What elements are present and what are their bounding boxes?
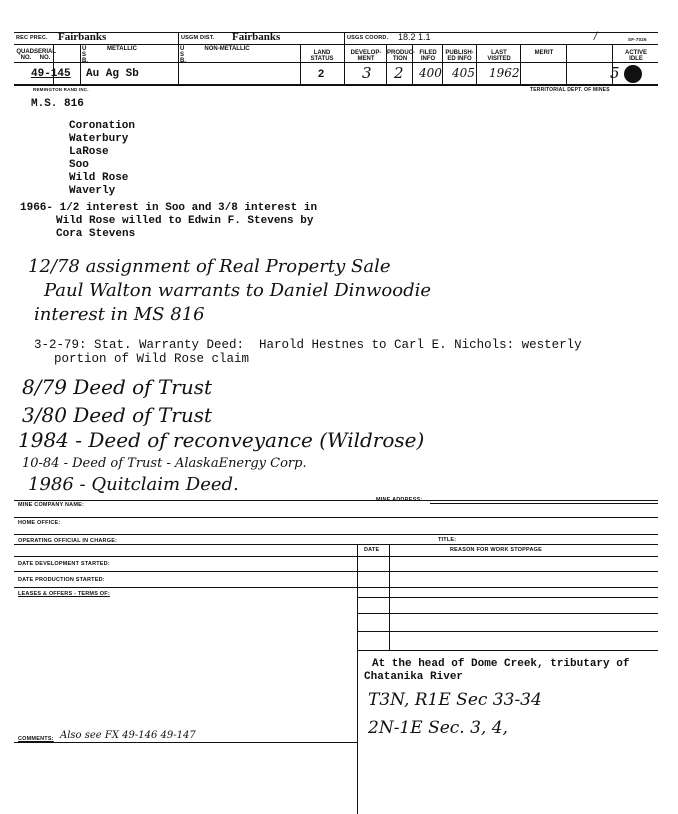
header-mark: / xyxy=(594,31,598,42)
handwritten-1979-deed: 8/79 Deed of Trust xyxy=(22,375,213,399)
serial-label: SERIAL NO. xyxy=(34,49,57,61)
published-info-value: 405 xyxy=(452,66,475,80)
active-idle-dot xyxy=(624,65,642,83)
us-label-2: U S B. xyxy=(180,46,186,64)
claim-name: Wild Rose xyxy=(69,172,129,184)
usgs-coord-value: 18.2 1.1 xyxy=(398,32,431,42)
handwritten-1984-deed: 1984 - Deed of reconveyance (Wildrose) xyxy=(18,428,425,452)
form-number: SF-7026 xyxy=(628,37,647,42)
mine-company-name-label: MINE COMPANY NAME: xyxy=(18,502,85,508)
date-development-label: DATE DEVELOPMENT STARTED: xyxy=(18,561,110,567)
title-label: TITLE: xyxy=(438,537,457,543)
township-range-2: 2N-1E Sec. 3, 4, xyxy=(368,718,508,738)
date-production-label: DATE PRODUCTION STARTED: xyxy=(18,577,105,583)
land-status-label: LAND STATUS xyxy=(310,50,334,62)
claim-name: LaRose xyxy=(69,146,109,158)
last-visited-value: 1962 xyxy=(489,66,520,80)
usgs-coord-label: USGS COORD. xyxy=(347,35,389,41)
mineral-survey-number: M.S. 816 xyxy=(31,98,84,110)
quad-label: QUAD. NO. xyxy=(16,49,36,61)
last-visited-label: LAST VISITED xyxy=(487,50,511,62)
printer-label: REMINGTON RAND INC. xyxy=(33,87,89,92)
metallic-value: Au Ag Sb xyxy=(86,68,139,80)
handwritten-1986-deed: 1986 - Quitclaim Deed. xyxy=(28,474,239,495)
home-office-label: HOME OFFICE: xyxy=(18,520,61,526)
claim-name: Waterbury xyxy=(69,133,129,145)
entry-1979-line-2: portion of Wild Rose claim xyxy=(54,352,250,366)
handwritten-1978-line-2: Paul Walton warrants to Daniel Dinwoodie xyxy=(44,280,432,301)
handwritten-1978-line-3: interest in MS 816 xyxy=(34,304,205,325)
leases-offers-label: LEASES & OFFERS - TERMS OF: xyxy=(18,591,110,597)
metallic-label: METALLIC xyxy=(107,46,137,52)
filed-info-value: 400 xyxy=(419,66,442,80)
merit-label: MERIT xyxy=(534,50,554,56)
operating-official-label: OPERATING OFFICIAL IN CHARGE: xyxy=(18,538,118,544)
rec-prec-value: Fairbanks xyxy=(58,31,107,43)
development-value: 3 xyxy=(362,64,372,82)
reason-column-label: REASON FOR WORK STOPPAGE xyxy=(450,547,542,553)
entry-1966-line-1: 1966- 1/2 interest in Soo and 3/8 interest in xyxy=(20,202,318,214)
quad-serial-value: 49-145 xyxy=(31,68,71,80)
filed-info-label: FILED INFO xyxy=(419,50,437,62)
published-info-label: PUBLISH- ED INFO xyxy=(445,50,474,62)
rec-prec-label: REC PREC. xyxy=(16,35,48,41)
usgm-dist-label: USGM DIST. xyxy=(181,35,215,41)
handwritten-1980-deed: 3/80 Deed of Trust xyxy=(22,403,213,427)
us-label: U S B. xyxy=(82,46,88,64)
production-label: PRODUC- TION xyxy=(387,50,415,62)
land-status-value: 2 xyxy=(318,68,325,80)
active-idle-label: ACTIVE IDLE xyxy=(624,50,647,62)
active-idle-value: 5 xyxy=(610,64,620,82)
location-line-2: Chatanika River xyxy=(364,671,464,683)
claim-name: Waverly xyxy=(69,185,116,197)
township-range-1: T3N, R1E Sec 33-34 xyxy=(368,690,542,710)
location-line-1: At the head of Dome Creek, tributary of xyxy=(372,658,630,670)
claim-name: Coronation xyxy=(69,120,136,132)
entry-1966-line-3: Cora Stevens xyxy=(56,228,136,240)
entry-1979-line-1: 3-2-79: Stat. Warranty Deed: Harold Hestnes to Carl E. Nichols: westerly xyxy=(34,338,582,352)
comments-label: COMMENTS: xyxy=(18,736,54,742)
territorial-label: TERRITORIAL DEPT. OF MINES xyxy=(530,87,610,93)
comments-value: Also see FX 49-146 49-147 xyxy=(60,730,196,741)
date-column-label: DATE xyxy=(364,547,380,553)
claim-name: Soo xyxy=(69,159,89,171)
nonmetallic-label: NON-METALLIC xyxy=(204,46,250,52)
production-value: 2 xyxy=(394,64,404,82)
handwritten-1984-trust: 10-84 - Deed of Trust - AlaskaEnergy Corp. xyxy=(22,456,307,471)
mine-address-label: MINE ADDRESS: xyxy=(376,497,423,503)
development-label: DEVELOP- MENT xyxy=(350,50,382,62)
handwritten-1978-line-1: 12/78 assignment of Real Property Sale xyxy=(28,256,391,277)
entry-1966-line-2: Wild Rose willed to Edwin F. Stevens by xyxy=(56,215,314,227)
usgm-dist-value: Fairbanks xyxy=(232,31,281,43)
